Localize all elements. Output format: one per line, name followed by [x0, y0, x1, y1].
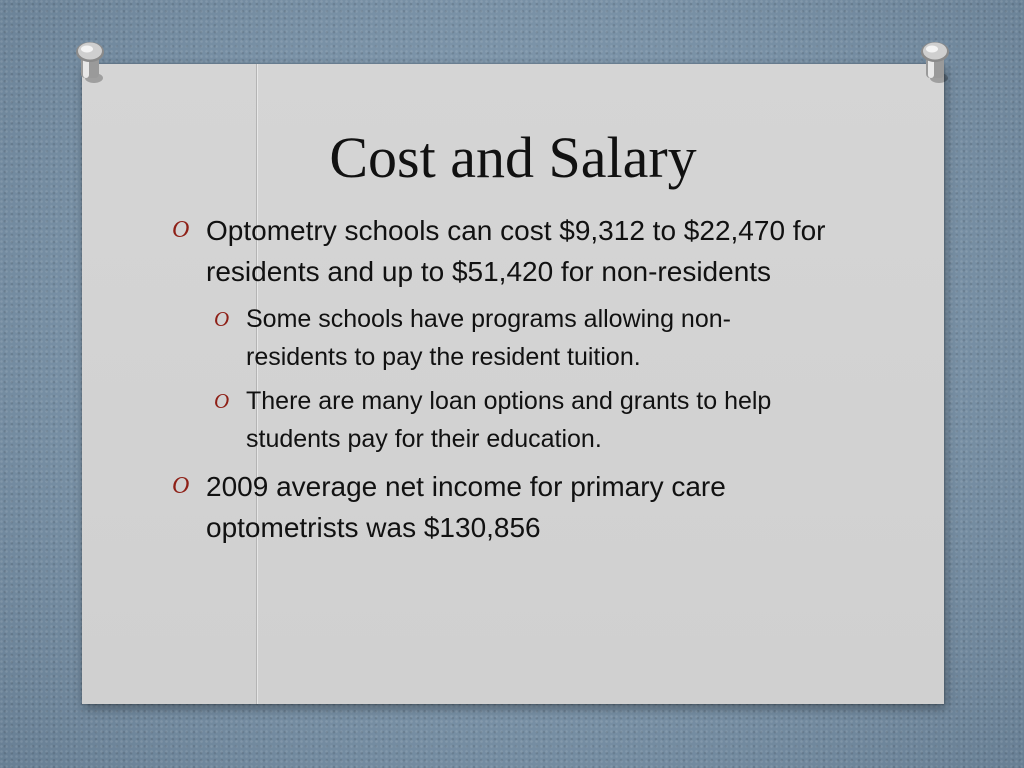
sub-bullet-marker: O	[214, 307, 230, 331]
sub-bullet-text: Some schools have programs allowing non-residents to pay the resident tuition.	[246, 305, 731, 371]
bullet-marker: O	[172, 217, 190, 243]
bullet-marker: O	[172, 473, 190, 499]
pushpin-icon	[72, 40, 108, 86]
pushpin-icon	[917, 40, 953, 86]
sub-bullet-list	[214, 300, 832, 458]
bullet-list	[172, 210, 832, 548]
sub-bullet-item	[214, 300, 832, 376]
sub-bullet-item	[214, 382, 832, 458]
slide-title: Cost and Salary	[329, 125, 697, 190]
bullet-item	[172, 466, 832, 548]
bullet-item	[172, 210, 832, 458]
sub-bullet-marker: O	[214, 389, 230, 413]
sub-bullet-text: There are many loan options and grants to help students pay for their education.	[246, 387, 772, 453]
bullet-text: 2009 average net income for primary care optometrists was $130,856	[206, 471, 726, 543]
bullet-text: Optometry schools can cost $9,312 to $22,470 for residents and up to $51,420 for non-residents	[206, 215, 826, 287]
